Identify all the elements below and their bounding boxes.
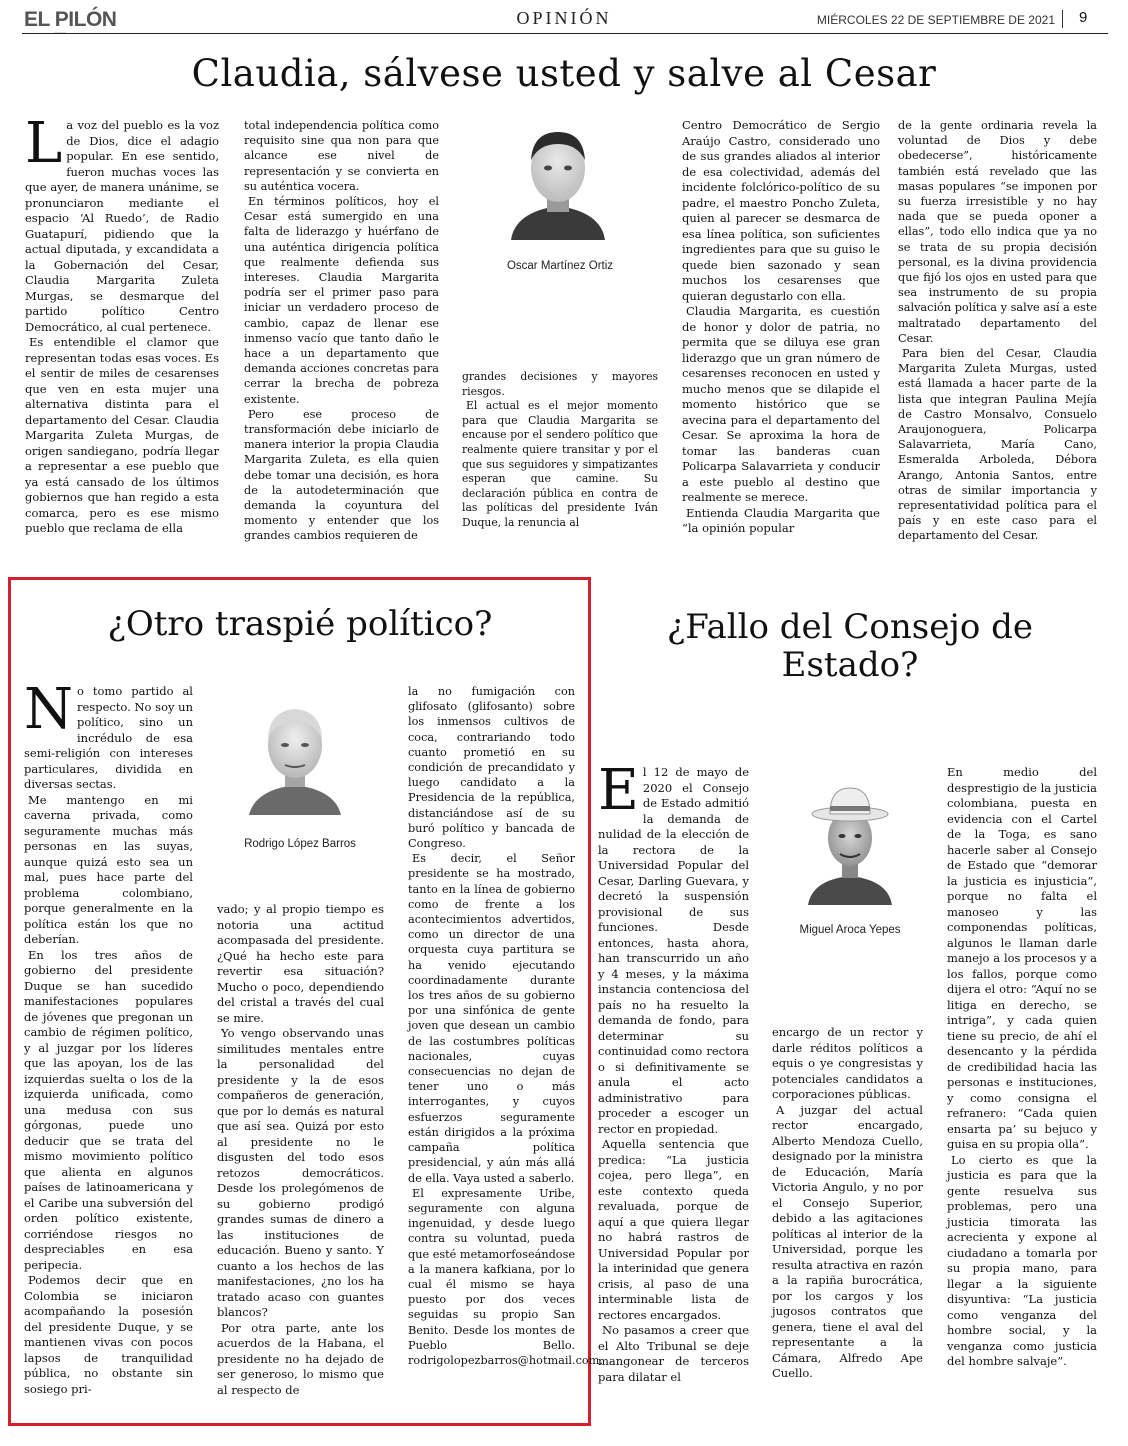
article2-col1: No tomo partido al respecto. No soy un político, sino un incrédulo de esa semi-religión con intereses particulares, dividida en diversas sectas. Me mantengo en mi caverna privada, como seguramente muchas más personas en las suyas, aunque quizá esto sea un mal, pues hace parte del problema colombiano, porque generalmente en la política están los que no deberían. En los tres años de gobierno del presidente Duque se han sucedido manifestaciones populares de jóvenes que pregonan un cambio de régimen político, y al juzgar por los líderes que las apoyan, los de las izquierdas suelta o los de la izquierda unificada, como una medusa con sus górgonas, puede uno deducir que se trata del mismo movimiento político que alienta en algunos países de latinoamericana y el Caribe una subversión del orden político existente, corriéndose riesgos no despreciables en esa peripecia. Podemos decir que en Colombia se iniciaron acompañando la posesión del presidente Duque, y se mantienen vivas con pocos lapsos de tranquilidad pública, no obstante sin sosiego pri- xyxy=(24,677,193,1396)
author-caption-rodrigo: Rodrigo López Barros xyxy=(244,838,356,850)
page-number: 9 xyxy=(1079,9,1088,26)
author-photo-oscar xyxy=(503,120,613,240)
author-caption-oscar: Oscar Martínez Ortiz xyxy=(506,260,614,272)
article2-col2: vado; y al propio tiempo es notoria una actitud acompasada del presidente. ¿Qué ha hecho este para revertir esa situación? Mucho o poco, dependiendo del cristal a través del cual se mire. Yo vengo observando unas similitudes mentales entre la personalidad del presidente y la de esos compañeros de generación, que por lo demás es natural que así sea. Quizá por esto al presidente no le disgusten del todo esos retozos democráticos. Desde los prolegómenos de su gobierno prodigó grandes sumas de dinero a las instituciones de educación. Bueno y santo. Y cuanto a los hechos de las manifestaciones, ¿no los ha tratado acaso con guantes blancos? Por otra parte, ante los acuerdos de la Habana, el presidente no ha dejado de ser generoso, lo mismo que al respecto de xyxy=(217,902,384,1397)
divider xyxy=(1062,10,1063,28)
article1-col5: de la gente ordinaria revela la voluntad de Dios y debe obedecerse”, históricamente también está revelado que las masas populares “se imponen por su fuerza irresistible y no hay nada que se pueda oponer a ellas”, todo ello indica que ya no se trata de su propia decisión personal, es la divina providencia que fijó los ojos en usted para que sea instrumento de su propia salvación política y salve así a este maltratado departamento del Cesar. Para bien del Cesar, Claudia Margarita Zuleta Murgas, usted está llamada a hacer parte de la lista que integran Paulina Mejía de Castro Monsalvo, Consuelo Araujonoguera, Policarpa Salavarrieta, María Cano, Esmeralda Arboleda, Débora Arango, Antonia Santos, entre otras de similar importancia y representatividad política para el país y en este caso para el departamento del Cesar. xyxy=(898,119,1097,543)
date: MIÉRCOLES 22 DE SEPTIEMBRE DE 2021 xyxy=(816,13,1055,27)
article1-col1: La voz del pueblo es la voz de Dios, dice el adagio popular. En ese sentido, fueron muchas voces las que ayer, de manera unánime, se pronunciaron mediante el espacio ‘Al Ruedo’, de Radio Guatapurí, pidiendo que la actual diputada, y excandidata a la Gobernación del Cesar, Claudia Margarita Zuleta Murgas, se desmarque del partido político Centro Democrático, al cual pertenece. Es entendible el clamor que representan todas esas voces. Es el sentir de miles de cesarenses que ven en esta mujer una alternativa distinta para el departamento del Cesar. Claudia Margarita Zuleta Murgas, de origen sandiegano, podría llegar a representar a ese pueblo que ya está cansado de los últimos gobiernos que han regido a esta comarca, pero es ese mismo pueblo que reclama de ella xyxy=(25,111,219,535)
article3-col1: El 12 de mayo de 2020 el Consejo de Estado admitió la demanda de nulidad de la elección de la rectora de la Universidad Popular del Cesar, Darling Guevara, y decretó la suspensión provisional de sus funciones. Desde entonces, hasta ahora, han transcurrido un año y 4 meses, y la máxima instancia contenciosa del país no ha resuelto la demanda de fondo, para determinar su continuidad como rectora o si definitivamente se anula el acto administrativo para proceder a escoger un rector en propiedad. Aquella sentencia que predica: “La justicia cojea, pero llega”, en este contexto queda revaluada, porque de aquí a que quiera llegar no habrá rastros de Universidad Popular por la interinidad que genera crisis, al paso de una interminable lista de rectores encargados. No pasamos a creer que el Alto Tribunal se deje mangonear de terceros para dilatar el xyxy=(598,758,749,1384)
article3-col2: encargo de un rector y darle réditos políticos a equis o ye congresistas y potenciales candidatos a corporaciones públicas. A juzgar del actual rector encargado, Alberto Mendoza Cuello, designado por la ministra de Educación, María Victoria Angulo, y no por el Consejo Superior, debido a las agitaciones políticas al interior de la Universidad, porque les resulta atractiva en razón a la rapiña burocrática, por los cargos y los jugosos contratos que genera, tiene el aval del representante a la Cámara, Alfredo Ape Cuello. xyxy=(772,1025,923,1380)
article3-title: ¿Fallo del Consejo de Estado? xyxy=(666,607,1034,685)
author-caption-miguel: Miguel Aroca Yepes xyxy=(799,924,901,936)
logo[interactable]: EL PILÓN xyxy=(24,8,117,31)
article1-col4: Centro Democrático de Sergio Araújo Castro, considerado uno de sus grandes aliados al interior de esa colectividad, además del incidente folclórico-político de su padre, el maestro Poncho Zuleta, quien al parecer se desmarca de esa línea política, son suficientes ingredientes para que su guiso le quede bien sazonado y sean muchos los cesarenses que quieran degustarlo con ella. Claudia Margarita, es cuestión de honor y dolor de patria, no permita que se diluya ese gran liderazgo que un gran número de cesarenses reconocen en usted y mucho menos que se dilapide el momento histórico que se avecina para el departamento del Cesar. Se aproxima la hora de tomar las banderas cuan Policarpa Salavarrieta y conducir a este pueblo al destino que realmente se merece. Entienda Claudia Margarita que “la opinión popular xyxy=(682,118,880,535)
article1-title: Claudia, sálvese usted y salve al Cesar xyxy=(191,52,937,95)
author-photo-rodrigo xyxy=(245,695,345,815)
drop-cap: N xyxy=(24,677,73,742)
article3-col3: En medio del desprestigio de la justicia colombiana, puesta en evidencia con el Cartel de la Toga, es sano hacerle saber al Consejo de Estado que “demorar la justicia es injusticia”, porque no falta el manoseo y las componendas políticas, algunos le llaman darle manejo a los procesos y a los fallos, porque como dijera el otro: “Aquí no se litiga en derecho, se intriga”, y cada quien tiene su precio, de ahí el desencanto y la pérdida de credibilidad hacia las personas e instituciones, y como consigna el refranero: “Cada quien ensarta pa’ su bejuco y guisa en su propia olla”. Lo cierto es que la justicia es para que la gente resuelva sus problemas, pero una justicia timorata las acrecienta y expone al ciudadano a tomarla por su propia mano, para llegar a la siguiente disyuntiva: “La justicia como venganza del hombre social, y la venganza como justicia del hombre salvaje”. xyxy=(947,765,1097,1368)
article1-col3: grandes decisiones y mayores riesgos. El actual es el mejor momento para que Claudia Margarita se encause por el sendero político que realmente quiere transitar y por el que sus seguidores y simpatizantes esperan que camine. Su declaración pública en contra de las políticas del presidente Iván Duque, la renuncia al xyxy=(462,370,658,529)
drop-cap: E xyxy=(598,758,639,823)
header-rule xyxy=(22,33,1108,34)
article2-title: ¿Otro traspié político? xyxy=(107,604,493,644)
article2-col3: la no fumigación con glifosato (glifosanto) sobre los inmensos cultivos de coca, contrariando todo cuanto prometió en su condición de precandidato y luego candidato a la Presidencia de la república, distanciándose así de su buró político y bancada de Congreso. Es decir, el Señor presidente se ha mostrado, tanto en la línea de gobierno como de frente a los acontecimientos advertidos, como un director de una orquesta cuya partitura se ha venido ejecutando coordinadamente durante los tres años de su gobierno por una sinfónica de gente joven que desean un cambio de las costumbres políticas nacionales, cuyas consecuencias no dejan de tener uno o más interrogantes, y cuyos esfuerzos seguramente están dirigidos a la próxima campaña política presidencial, y aún más allá de ella. Vaya usted a saberlo. El expresamente Uribe, seguramente con alguna ingenuidad, y desde luego contra su voluntad, pueda que esté metamorfoseándose a la manera kafkiana, por lo cual él mismo se haya puesto por dos veces seguidas su propio San Benito. Desde los montes de Pueblo Bello. rodrigolopezbarros@hotmail.com. xyxy=(408,685,603,1367)
masthead xyxy=(0,0,1128,34)
section-name: OPINIÓN xyxy=(516,8,612,28)
author-photo-miguel xyxy=(800,780,900,905)
article1-col2: total independencia política como requisito sine qua non para que alcance ese nivel de representación y se convierta en su auténtica vocera. En términos políticos, hoy el Cesar está sumergido en una falta de liderazgo y huérfano de una auténtica dirigencia política que realmente defienda sus intereses. Claudia Margarita podría ser el primer paso para iniciar un verdadero proceso de cambio, capaz de llenar ese inmenso vacío que tanto daño le hace a un departamento que demanda acciones concretas para cerrar la brecha de pobreza existente. Pero ese proceso de transformación debe iniciarlo de manera interior la propia Claudia Margarita Zuleta, es ella quien debe tomar una decisión, es hora de la autodeterminación que demanda la coyuntura del momento y entender que los grandes cambios requieren de xyxy=(244,119,439,543)
drop-cap: L xyxy=(25,111,63,176)
